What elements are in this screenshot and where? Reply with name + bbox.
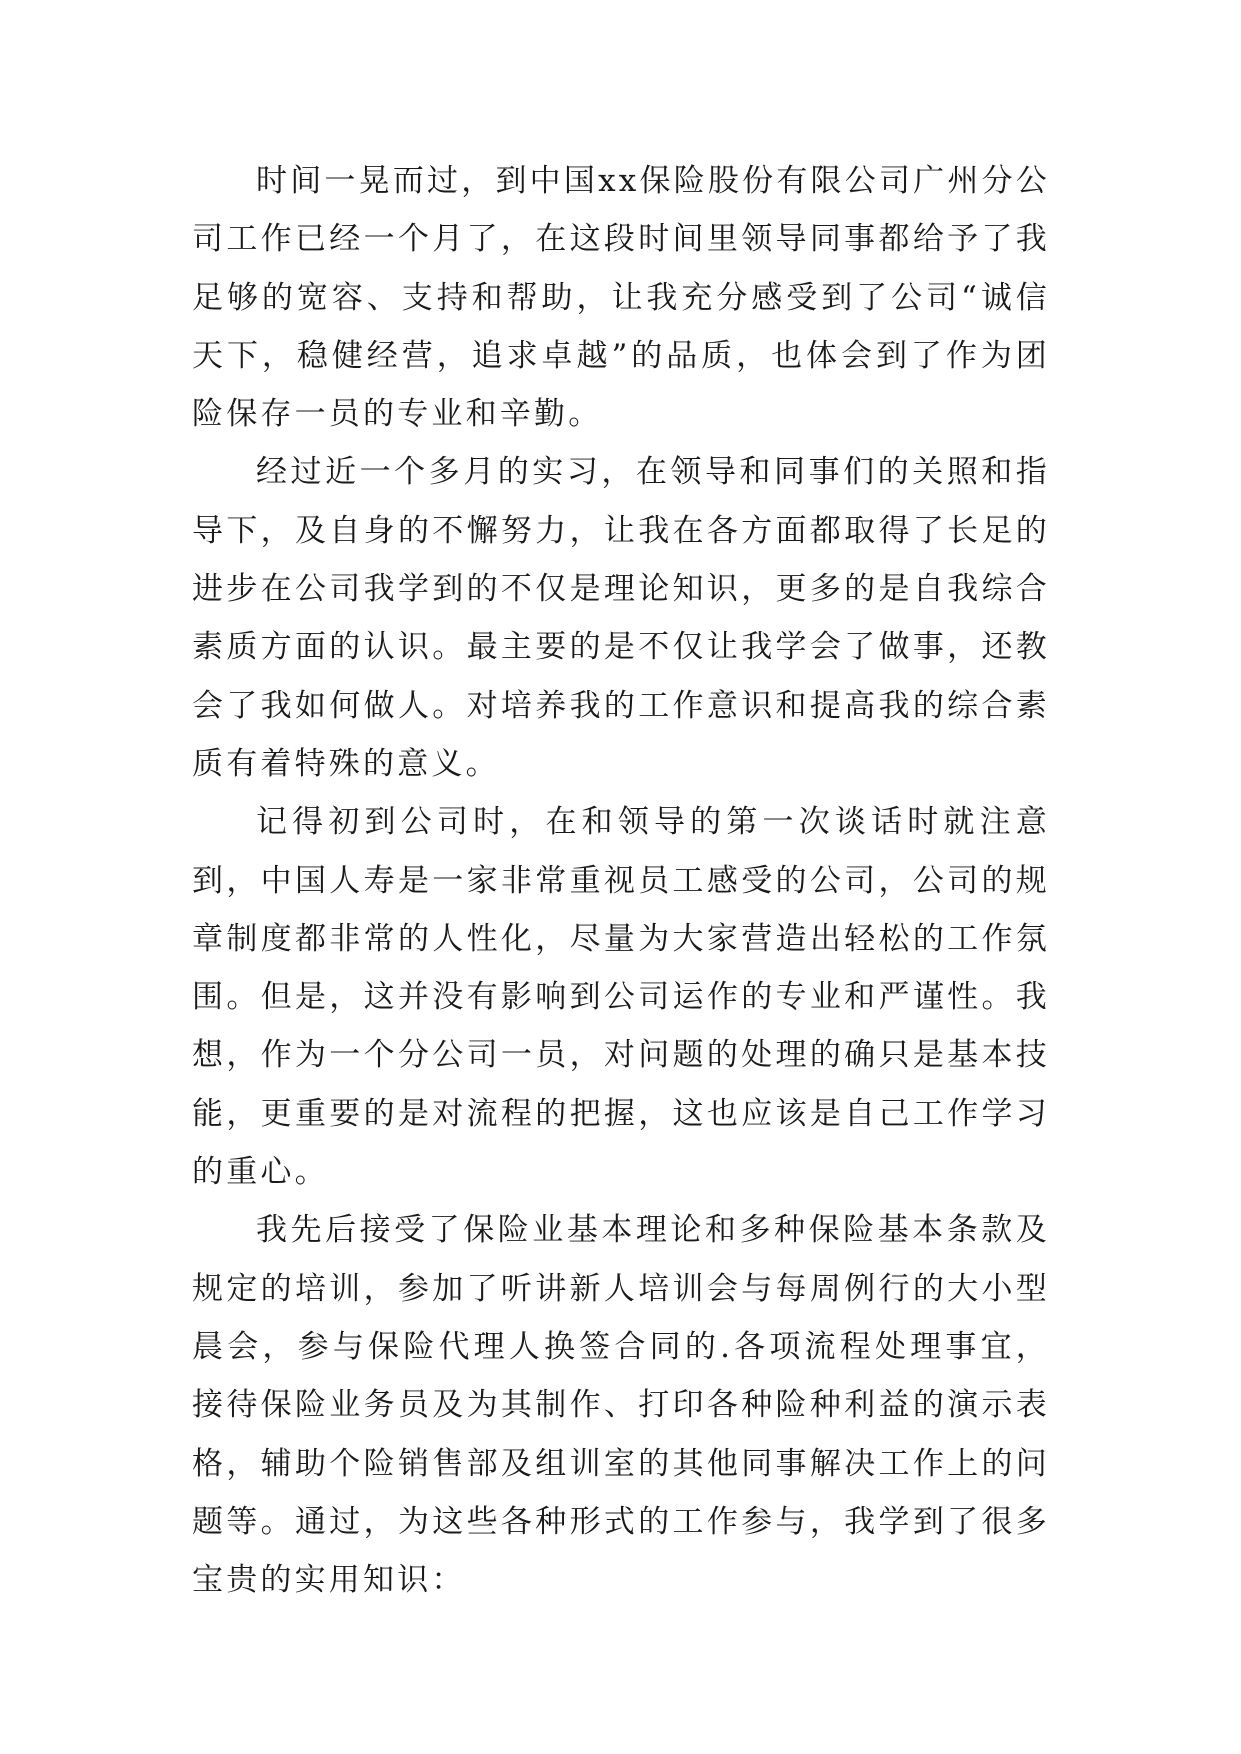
paragraph-2: 经过近一个多月的实习，在领导和同事们的关照和指导下，及自身的不懈努力，让我在各方面都取得了长足的进步在公司我学到的不仅是理论知识，更多的是自我综合素质方面的认识。最主要的是不仅让我学会了做事，还教会了我如何做人。对培养我的工作意识和提高我的综合素质有着特殊的意义。: [192, 454, 1050, 782]
paragraph-4: 我先后接受了保险业基本理论和多种保险基本条款及规定的培训，参加了听讲新人培训会与每周例行的大小型晨会，参与保险代理人换签合同的.各项流程处理事宜，接待保险业务员及为其制作、打印各种险种利益的演示表格，辅助个险销售部及组训室的其他同事解决工作上的问题等。通过，为这些各种形式的工作参与，我学到了很多宝贵的实用知识：: [192, 1212, 1050, 1599]
paragraph-3: 记得初到公司时，在和领导的第一次谈话时就注意到，中国人寿是一家非常重视员工感受的公司，公司的规章制度都非常的人性化，尽量为大家营造出轻松的工作氛围。但是，这并没有影响到公司运作的专业和严谨性。我想，作为一个分公司一员，对问题的处理的确只是基本技能，更重要的是对流程的把握，这也应该是自己工作学习的重心。: [192, 804, 1050, 1191]
document-body: [192, 152, 1050, 1609]
paragraph-1: 时间一晃而过，到中国xx保险股份有限公司广州分公司工作已经一个月了，在这段时间里领导同事都给予了我足够的宽容、支持和帮助，让我充分感受到了公司“诚信天下，稳健经营，追求卓越”的品质，也体会到了作为团险保存一员的专业和辛勤。: [192, 163, 1050, 433]
